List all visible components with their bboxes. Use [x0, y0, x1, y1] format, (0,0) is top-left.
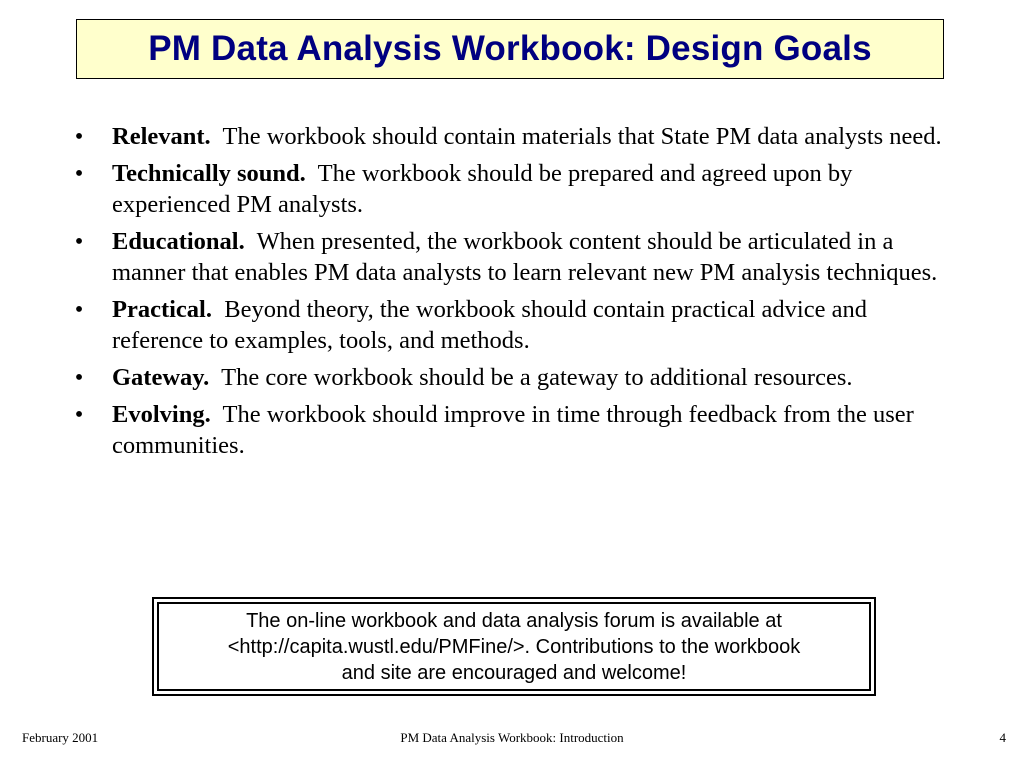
list-item [72, 399, 952, 461]
bullet-term: Practical. [112, 296, 212, 323]
notice-box [152, 597, 876, 696]
slide-title-box [76, 19, 944, 79]
footer-page-number: 4 [999, 730, 1006, 745]
bullet-icon: • [74, 160, 84, 187]
bullet-term: Evolving. [112, 401, 211, 428]
bullet-term: Relevant. [112, 123, 211, 150]
list-item [72, 121, 952, 152]
bullet-text: The core workbook should be a gateway to additional resources. [221, 364, 853, 391]
bullet-term: Gateway. [112, 364, 210, 391]
bullet-term: Educational. [112, 228, 245, 255]
bullet-text: When presented, the workbook content should be articulated in a manner that enables PM data analysts to learn relevant new PM analysis techniques. [112, 228, 938, 286]
footer-presentation-title: PM Data Analysis Workbook: Introduction [400, 730, 624, 745]
footer-date: February 2001 [22, 730, 99, 745]
list-item [72, 362, 952, 393]
bullet-term: Technically sound. [112, 160, 306, 187]
bullet-text: The workbook should improve in time through feedback from the user communities. [112, 401, 914, 459]
list-item [72, 158, 952, 220]
notice-line: <http://capita.wustl.edu/PMFine/>. Contributions to the workbook [227, 635, 801, 658]
bullet-text: Beyond theory, the workbook should contain practical advice and reference to examples, tools, and methods. [112, 296, 867, 354]
notice-line: The on-line workbook and data analysis forum is available at [246, 609, 782, 632]
bullet-icon: • [74, 123, 84, 150]
bullet-icon: • [74, 296, 84, 323]
list-item [72, 226, 952, 288]
slide-title: PM Data Analysis Workbook: Design Goals [148, 29, 872, 68]
list-item [72, 294, 952, 356]
design-goals-list [72, 121, 952, 467]
bullet-text: The workbook should be prepared and agreed upon by experienced PM analysts. [112, 160, 853, 218]
notice-line: and site are encouraged and welcome! [341, 661, 687, 684]
notice-text [228, 608, 801, 686]
bullet-icon: • [74, 228, 84, 255]
bullet-icon: • [74, 401, 84, 428]
notice-inner-frame [157, 602, 871, 691]
bullet-icon: • [74, 364, 84, 391]
bullet-text: The workbook should contain materials that State PM data analysts need. [222, 123, 942, 150]
